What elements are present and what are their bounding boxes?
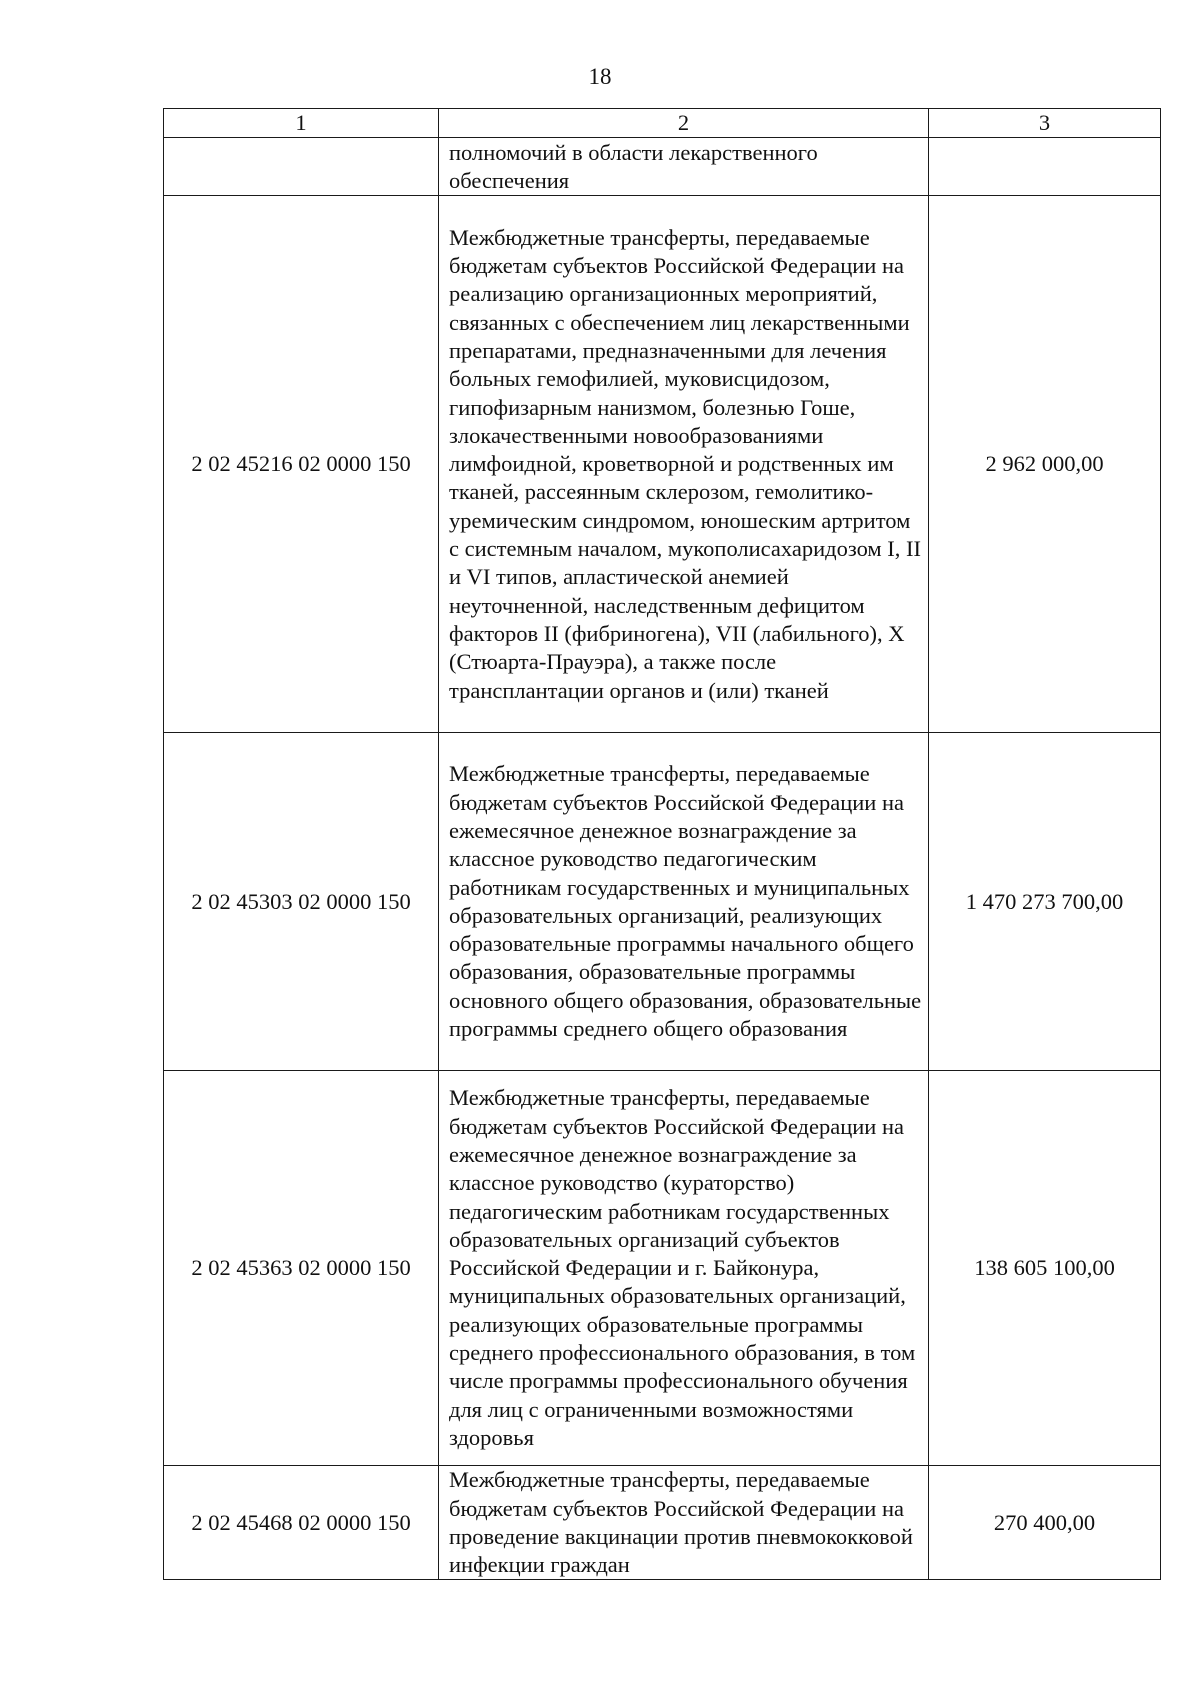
header-row — [164, 109, 1161, 138]
table-row — [164, 1071, 1161, 1466]
amount-cell: 270 400,00 — [929, 1466, 1161, 1580]
budget-code-cell: 2 02 45216 02 0000 150 — [164, 196, 439, 733]
description-cell: Межбюджетные трансферты, передаваемые бюджетам субъектов Российской Федерации на ежемесячное денежное вознаграждение за классное руководство педагогическим работникам государственных и муниципальных образовательных организаций, реализующих образовательные программы начального общего образования, образовательные программы основного общего образования, образовательные программы среднего общего образования — [439, 733, 929, 1071]
table-row — [164, 138, 1161, 196]
column-header-1: 1 — [164, 109, 439, 138]
page-number: 18 — [588, 64, 612, 89]
amount-cell: 2 962 000,00 — [929, 196, 1161, 733]
budget-code-cell: 2 02 45468 02 0000 150 — [164, 1466, 439, 1580]
amount-cell: 1 470 273 700,00 — [929, 733, 1161, 1071]
description-cell: Межбюджетные трансферты, передаваемые бюджетам субъектов Российской Федерации на реализацию организационных мероприятий, связанных с обеспечением лиц лекарственными препаратами, предназначенными для лечения больных гемофилией, муковисцидозом, гипофизарным нанизмом, болезнью Гоше, злокачественными новообразованиями лимфоидной, кроветворной и родственных им тканей, рассеянным склерозом, гемолитико-уремическим синдромом, юношеским артритом с системным началом, мукополисахаридозом I, II и VI типов, апластической анемией неуточненной, наследственным дефицитом факторов II (фибриногена), VII (лабильного), X (Стюарта-Прауэра), а также после трансплантации органов и (или) тканей — [439, 196, 929, 733]
table-row — [164, 733, 1161, 1071]
table-row — [164, 196, 1161, 733]
column-header-2: 2 — [439, 109, 929, 138]
amount-cell — [929, 138, 1161, 196]
description-cell: полномочий в области лекарственного обеспечения — [439, 138, 929, 196]
amount-cell: 138 605 100,00 — [929, 1071, 1161, 1466]
column-header-3: 3 — [929, 109, 1161, 138]
budget-code-cell: 2 02 45363 02 0000 150 — [164, 1071, 439, 1466]
description-cell: Межбюджетные трансферты, передаваемые бюджетам субъектов Российской Федерации на ежемесячное денежное вознаграждение за классное руководство (кураторство) педагогическим работникам государственных образовательных организаций субъектов Российской Федерации и г. Байконура, муниципальных образовательных организаций, реализующих образовательные программы среднего профессионального образования, в том числе программы профессионального обучения для лиц с ограниченными возможностями здоровья — [439, 1071, 929, 1466]
budget-table — [163, 108, 1161, 1580]
budget-code-cell: 2 02 45303 02 0000 150 — [164, 733, 439, 1071]
table-row — [164, 1466, 1161, 1580]
description-cell: Межбюджетные трансферты, передаваемые бюджетам субъектов Российской Федерации на проведение вакцинации против пневмококковой инфекции граждан — [439, 1466, 929, 1580]
budget-code-cell — [164, 138, 439, 196]
